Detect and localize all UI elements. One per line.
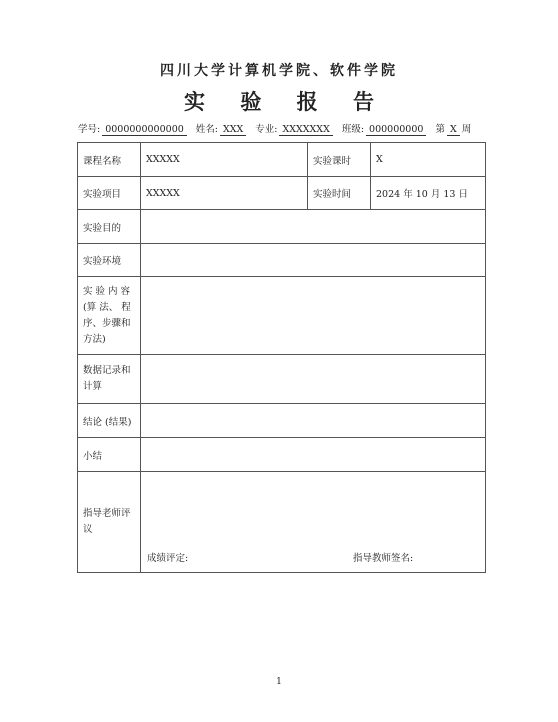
week-field[interactable]: X xyxy=(447,124,460,136)
class-label: 班级: xyxy=(341,124,365,135)
student-id-field[interactable]: 0000000000000 xyxy=(102,124,187,136)
student-info-line xyxy=(78,121,490,136)
conclusion-label: 结论 (结果) xyxy=(78,404,141,438)
hours-label: 实验课时 xyxy=(308,143,371,177)
table-row-conclusion xyxy=(78,404,486,438)
project-label: 实验项目 xyxy=(78,177,141,210)
table-row-summary xyxy=(78,438,486,472)
week-suffix: 周 xyxy=(461,124,472,135)
time-value[interactable]: 2024 年 10 月 13 日 xyxy=(371,177,486,210)
table-row-comment xyxy=(78,472,486,573)
purpose-label: 实验目的 xyxy=(78,210,141,244)
summary-field[interactable] xyxy=(141,438,486,472)
content-field[interactable] xyxy=(141,277,486,355)
report-table xyxy=(77,142,486,573)
table-row-project xyxy=(78,177,486,210)
student-id-label: 学号: xyxy=(78,124,101,135)
table-row-purpose xyxy=(78,210,486,244)
purpose-content[interactable] xyxy=(141,210,486,244)
report-title: 实 验 报 告 xyxy=(184,90,388,114)
table-row-environment xyxy=(78,244,486,277)
table-row-content xyxy=(78,277,486,355)
project-value[interactable]: XXXXX xyxy=(141,177,308,210)
grade-label: 成绩评定: xyxy=(147,553,189,564)
table-row-data xyxy=(78,355,486,404)
conclusion-field[interactable] xyxy=(141,404,486,438)
institution-title: 四川大学计算机学院、软件学院 xyxy=(160,63,398,79)
environment-label: 实验环境 xyxy=(78,244,141,277)
course-value[interactable]: XXXXX xyxy=(141,143,308,177)
environment-content[interactable] xyxy=(141,244,486,277)
major-field[interactable]: XXXXXXX xyxy=(279,124,332,136)
data-label: 数据记录和计算 xyxy=(78,355,141,404)
class-field[interactable]: 000000000 xyxy=(366,124,426,136)
time-label: 实验时间 xyxy=(308,177,371,210)
name-label: 姓名: xyxy=(195,124,218,135)
comment-label: 指导老师评议 xyxy=(78,472,141,573)
page-number: 1 xyxy=(276,677,282,687)
signature-label: 指导教师签名: xyxy=(353,553,414,564)
comment-field[interactable] xyxy=(141,472,486,573)
data-field[interactable] xyxy=(141,355,486,404)
table-row-course xyxy=(78,143,486,177)
summary-label: 小结 xyxy=(78,438,141,472)
content-label: 实 验 内 容 (算 法、 程 序、步骤和方法) xyxy=(78,277,141,355)
hours-value[interactable]: X xyxy=(371,143,486,177)
major-label: 专业: xyxy=(255,124,278,135)
course-label: 课程名称 xyxy=(78,143,141,177)
name-field[interactable]: XXX xyxy=(220,124,246,136)
week-prefix: 第 xyxy=(435,124,445,135)
